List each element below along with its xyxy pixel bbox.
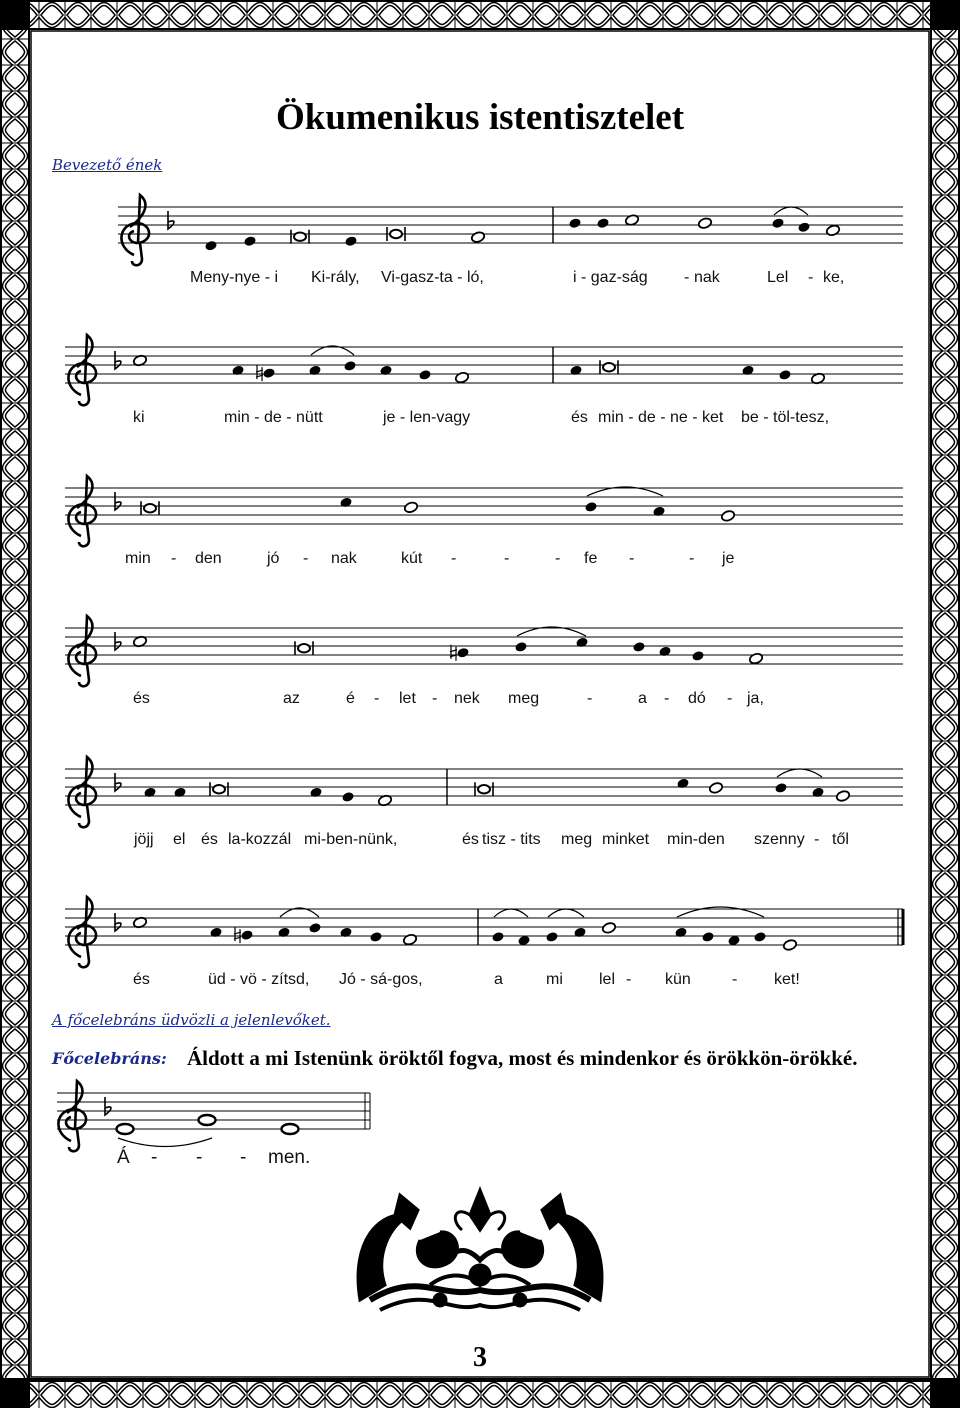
lyric-syllable: nak bbox=[694, 269, 720, 286]
lyric-syllable: ja, bbox=[747, 690, 764, 707]
note-head-hollow bbox=[403, 501, 418, 514]
breve-head bbox=[294, 233, 306, 241]
note-head bbox=[575, 637, 588, 649]
lyric-syllable: - bbox=[732, 971, 738, 988]
lyric-syllable: je bbox=[722, 550, 735, 567]
note-head bbox=[658, 646, 671, 658]
lyric-syllable: ket! bbox=[774, 971, 800, 988]
amen-note-whole bbox=[117, 1124, 134, 1134]
note-head bbox=[204, 240, 217, 252]
note-head bbox=[569, 365, 582, 377]
breve-head bbox=[298, 644, 310, 652]
amen-note-whole bbox=[199, 1115, 216, 1125]
note-head-hollow bbox=[402, 933, 417, 946]
lyric-syllable: be - töl-tesz, bbox=[741, 409, 830, 426]
note-head bbox=[753, 931, 766, 943]
page-number: 3 bbox=[473, 1342, 487, 1373]
note-head bbox=[379, 365, 392, 377]
lyric-syllable: jó bbox=[267, 550, 280, 567]
lyric-syllable: min - de - ne - ket bbox=[598, 409, 724, 426]
slur bbox=[774, 207, 808, 215]
note-head bbox=[774, 782, 787, 794]
note-head bbox=[231, 365, 244, 377]
lyric-syllable: jöjj bbox=[134, 831, 154, 848]
lyric-syllable: - bbox=[171, 550, 177, 567]
natural-sign bbox=[256, 365, 263, 381]
lyric-syllable: - bbox=[555, 550, 561, 567]
note-head bbox=[209, 927, 222, 939]
note-head bbox=[173, 787, 186, 799]
note-head bbox=[514, 641, 527, 653]
note-head bbox=[344, 235, 357, 247]
note-head bbox=[811, 787, 824, 799]
lyric-syllable: az bbox=[283, 690, 300, 707]
lyric-syllable: i - gaz-ság bbox=[573, 269, 648, 286]
note-head bbox=[573, 927, 586, 939]
treble-clef-4 bbox=[68, 757, 96, 827]
note-head bbox=[545, 931, 558, 943]
lyric-syllable: mi bbox=[546, 971, 563, 988]
lyric-syllable: - bbox=[629, 550, 635, 567]
note-head bbox=[339, 497, 352, 509]
acclamation-text: Áldott a mi Istenünk öröktől fogva, most és mindenkor és örökkön-örökké. bbox=[187, 1046, 858, 1070]
lyric-syllable: kün bbox=[665, 971, 691, 988]
note-head bbox=[701, 931, 714, 943]
amen-note-whole bbox=[282, 1124, 299, 1134]
lyric-syllable: lel bbox=[599, 971, 616, 988]
note-head bbox=[741, 365, 754, 377]
lyric-syllable: szenny bbox=[754, 831, 805, 848]
lyric-syllable: - bbox=[451, 550, 457, 567]
note-head bbox=[143, 787, 156, 799]
celebrant-label: Főcelebráns: bbox=[52, 1049, 167, 1068]
lyric-syllable: tisz - tits bbox=[482, 831, 541, 848]
amen-syllable: - bbox=[196, 1147, 203, 1168]
amen-syllable: Á bbox=[117, 1147, 130, 1168]
greeting-instruction: A főcelebráns üdvözli a jelenlevőket. bbox=[52, 1011, 331, 1029]
note-head-hollow bbox=[835, 790, 850, 803]
note-head bbox=[339, 927, 352, 939]
lyric-syllable: ki bbox=[133, 409, 145, 426]
flat-sign-1 bbox=[115, 351, 121, 369]
breve-head bbox=[213, 785, 225, 793]
flat-sign-3 bbox=[115, 632, 121, 650]
lyric-syllable: - bbox=[626, 971, 632, 988]
lyric-syllable: ke, bbox=[823, 269, 845, 286]
treble-clef-3 bbox=[68, 616, 96, 686]
treble-clef-1 bbox=[68, 335, 96, 405]
treble-clef-0 bbox=[121, 195, 149, 265]
note-head bbox=[584, 501, 597, 513]
note-head bbox=[568, 217, 581, 229]
slur bbox=[777, 769, 822, 777]
lyric-syllable: és bbox=[133, 971, 150, 988]
page-title: Ökumenikus istentisztelet bbox=[275, 97, 685, 138]
amen-slur bbox=[118, 1138, 212, 1147]
lyric-syllable: kút bbox=[401, 550, 423, 567]
note-head bbox=[418, 369, 431, 381]
treble-clef-2 bbox=[68, 476, 96, 546]
note-head-hollow bbox=[708, 782, 723, 795]
lyric-syllable: üd - vö - zítsd, bbox=[208, 971, 310, 988]
note-head-hollow bbox=[748, 652, 763, 665]
lyric-syllable: el bbox=[173, 831, 186, 848]
note-head bbox=[343, 360, 356, 372]
note-head bbox=[691, 650, 704, 662]
note-head bbox=[308, 922, 321, 934]
lyric-syllable: fe bbox=[584, 550, 598, 567]
natural-sign bbox=[450, 645, 457, 661]
flat-sign-0 bbox=[168, 211, 174, 229]
lyric-syllable: den bbox=[195, 550, 222, 567]
note-head bbox=[674, 927, 687, 939]
flat-sign-amen bbox=[105, 1097, 111, 1115]
note-head-hollow bbox=[782, 939, 797, 952]
lyric-syllable: min - de - nütt bbox=[224, 409, 323, 426]
note-head bbox=[309, 787, 322, 799]
lyric-syllable: től bbox=[832, 831, 849, 848]
note-head bbox=[652, 506, 665, 518]
flat-sign-5 bbox=[115, 913, 121, 931]
breve-head bbox=[390, 230, 402, 238]
note-head bbox=[341, 791, 354, 803]
lyric-syllable: - bbox=[684, 269, 690, 286]
note-head bbox=[243, 235, 256, 247]
lyric-syllable: meg bbox=[508, 690, 540, 707]
note-head-hollow bbox=[720, 510, 735, 523]
natural-sign bbox=[234, 927, 241, 943]
lyric-syllable: - bbox=[504, 550, 510, 567]
amen-syllable: - bbox=[240, 1147, 247, 1168]
lyric-syllable: meg bbox=[561, 831, 593, 848]
breve-head bbox=[603, 363, 615, 371]
lyric-syllable: nak bbox=[331, 550, 357, 567]
note-head-hollow bbox=[454, 371, 469, 384]
note-head bbox=[778, 369, 791, 381]
amen-syllable: - bbox=[151, 1147, 158, 1168]
slur bbox=[494, 909, 528, 917]
treble-clef-5 bbox=[68, 897, 96, 967]
lyric-syllable: min bbox=[125, 550, 151, 567]
flat-sign-2 bbox=[115, 492, 121, 510]
flat-sign-4 bbox=[115, 773, 121, 791]
note-head bbox=[456, 647, 469, 659]
lyric-syllable: - bbox=[587, 690, 593, 707]
lyric-syllable: mi-ben-nünk, bbox=[304, 831, 398, 848]
lyric-syllable: la-kozzál bbox=[228, 831, 292, 848]
lyric-syllable: és bbox=[201, 831, 218, 848]
treble-clef-amen bbox=[58, 1081, 86, 1151]
note-head bbox=[369, 931, 382, 943]
lyric-syllable: let bbox=[399, 690, 416, 707]
lyric-syllable: é bbox=[346, 690, 355, 707]
note-head-hollow bbox=[601, 922, 616, 935]
note-head bbox=[771, 217, 784, 229]
note-head bbox=[632, 641, 645, 653]
slur bbox=[548, 909, 584, 917]
note-head-hollow bbox=[825, 224, 840, 237]
lyric-syllable: Vi-gasz-ta - ló, bbox=[381, 269, 484, 286]
breve-head bbox=[144, 504, 156, 512]
lyric-syllable: Jó - sá-gos, bbox=[339, 971, 423, 988]
breve-head bbox=[478, 785, 490, 793]
lyric-syllable: - bbox=[689, 550, 695, 567]
lyric-syllable: - bbox=[814, 831, 820, 848]
note-head bbox=[596, 217, 609, 229]
lyric-syllable: és bbox=[571, 409, 588, 426]
lyric-syllable: min-den bbox=[667, 831, 725, 848]
lyric-syllable: - bbox=[727, 690, 733, 707]
lyric-syllable: - bbox=[374, 690, 380, 707]
intro-hymn-label: Bevezető ének bbox=[52, 156, 163, 174]
note-head bbox=[676, 778, 689, 790]
lyric-syllable: Meny-nye - i bbox=[190, 269, 279, 286]
note-head bbox=[277, 927, 290, 939]
lyric-syllable: nek bbox=[454, 690, 480, 707]
lyric-syllable: és bbox=[462, 831, 479, 848]
lyric-syllable: Lel bbox=[767, 269, 789, 286]
lyric-syllable: a bbox=[638, 690, 647, 707]
note-head-hollow bbox=[470, 231, 485, 244]
note-head bbox=[797, 221, 810, 233]
lyric-syllable: je - len-vagy bbox=[383, 409, 471, 426]
amen-syllable: men. bbox=[268, 1147, 311, 1168]
lyric-syllable: - bbox=[432, 690, 438, 707]
lyric-syllable: Ki-rály, bbox=[311, 269, 360, 286]
lyric-syllable: dó bbox=[688, 690, 706, 707]
note-head bbox=[240, 929, 253, 941]
note-head bbox=[308, 365, 321, 377]
lyric-syllable: - bbox=[303, 550, 309, 567]
lyric-syllable: minket bbox=[602, 831, 650, 848]
note-head-hollow bbox=[697, 217, 712, 230]
lyric-syllable: - bbox=[664, 690, 670, 707]
note-head bbox=[262, 367, 275, 379]
note-head bbox=[491, 931, 504, 943]
lyric-syllable: a bbox=[494, 971, 503, 988]
lyric-syllable: - bbox=[808, 269, 814, 286]
lyric-syllable: és bbox=[133, 690, 150, 707]
